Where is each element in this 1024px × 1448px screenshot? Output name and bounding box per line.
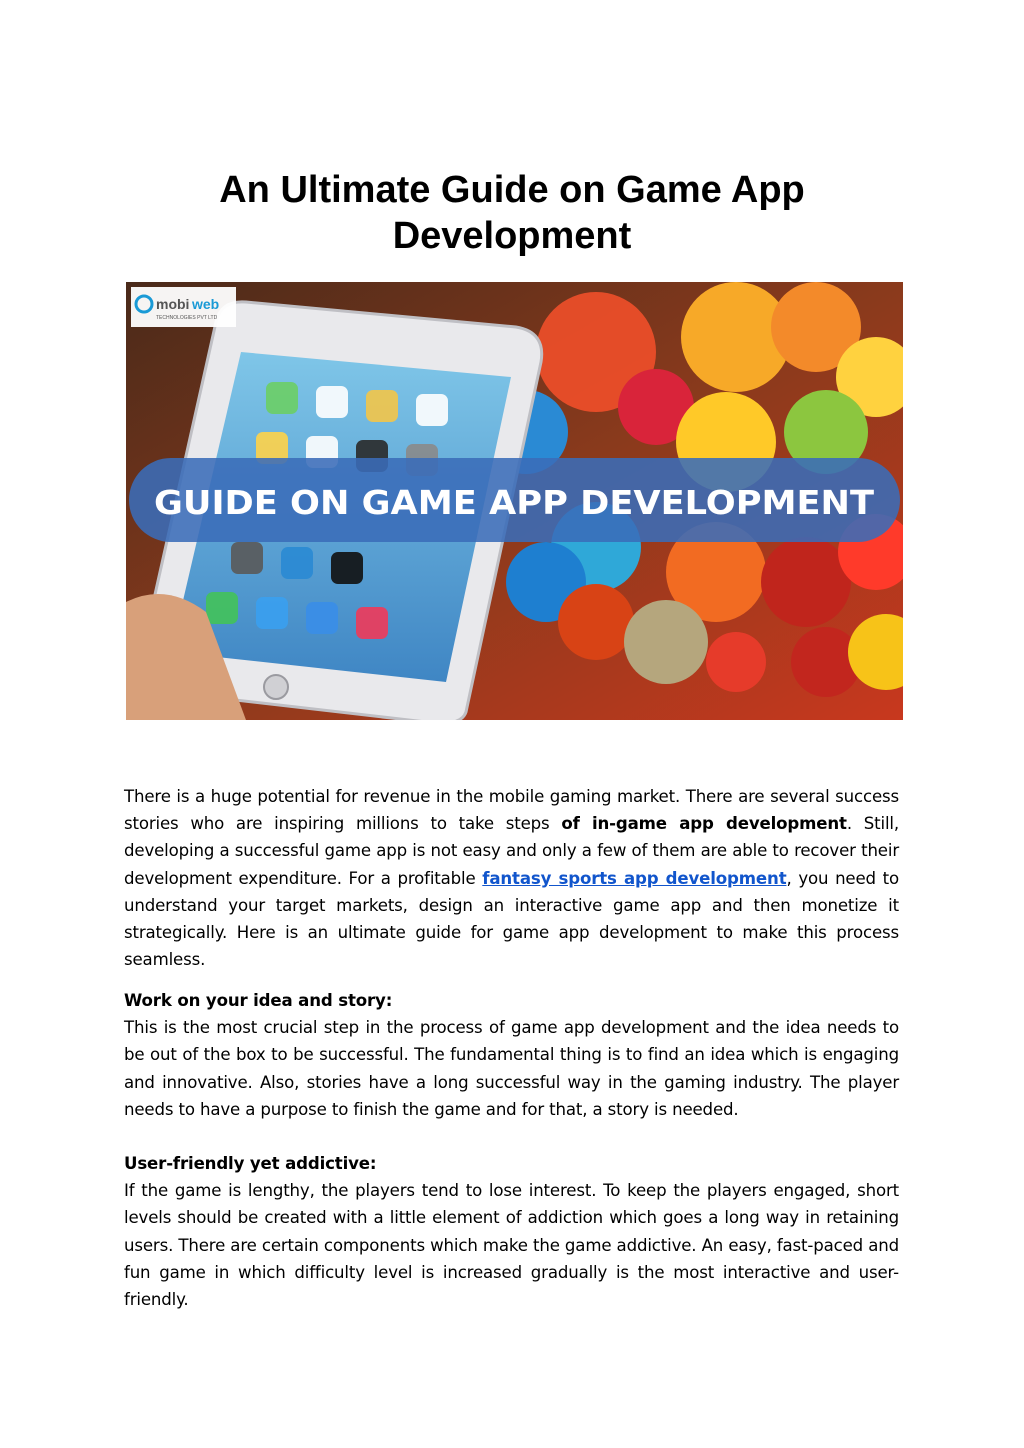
section-2-text: If the game is lengthy, the players tend to lose interest. To keep the players engaged, short levels should be created with a little element of addiction which goes a long way in retaining users. There are certain components which make the game addictive. An easy, fast-paced and fun game in which difficulty level is increased gradually is the most interactive and user-friendly. xyxy=(124,1181,899,1310)
section-2-heading: User-friendly yet addictive: xyxy=(124,1154,377,1173)
intro-text-3: , you need to understand your target markets, design an interactive game app and then monetize it strategically. Here is an ultimate guide for game app development to make this process seamless. xyxy=(124,868,899,970)
section-2 xyxy=(124,1150,899,1313)
title-line-2: Development xyxy=(392,215,632,257)
intro-bold: of in-game app development xyxy=(561,814,847,834)
intro-text-2: . Still, developing a successful game app is not easy and only a few of them are able to recover their development expenditure. For a profitable xyxy=(124,814,899,888)
mobiweb-logo xyxy=(131,287,236,327)
guide-banner xyxy=(129,458,900,542)
logo-brand-a: mobi xyxy=(156,296,190,312)
section-1-heading: Work on your idea and story: xyxy=(124,991,393,1010)
section-1-text: This is the most crucial step in the process of game app development and the idea needs to be out of the box to be successful. The fundamental thing is to find an idea which is engaging and innovative. Also, stories have a long successful way in the gaming industry. The player needs to have a purpose to finish the game and for that, a story is needed. xyxy=(124,1018,899,1119)
intro-text-1: There is a huge potential for revenue in the mobile gaming market. There are several success stories who are inspiring millions to take steps xyxy=(124,787,899,834)
document-title xyxy=(120,167,904,259)
title-line-1: An Ultimate Guide on Game App xyxy=(219,169,805,211)
hero-image xyxy=(126,282,903,720)
logo-brand-b: web xyxy=(192,296,220,312)
section-1 xyxy=(124,987,899,1123)
hero-illustration xyxy=(126,282,903,720)
logo-subtitle: TECHNOLOGIES PVT LTD xyxy=(156,315,218,321)
banner-text: GUIDE ON GAME APP DEVELOPMENT xyxy=(154,483,875,522)
fantasy-sports-link[interactable]: fantasy sports app development xyxy=(482,868,787,888)
intro-paragraph xyxy=(124,783,899,973)
